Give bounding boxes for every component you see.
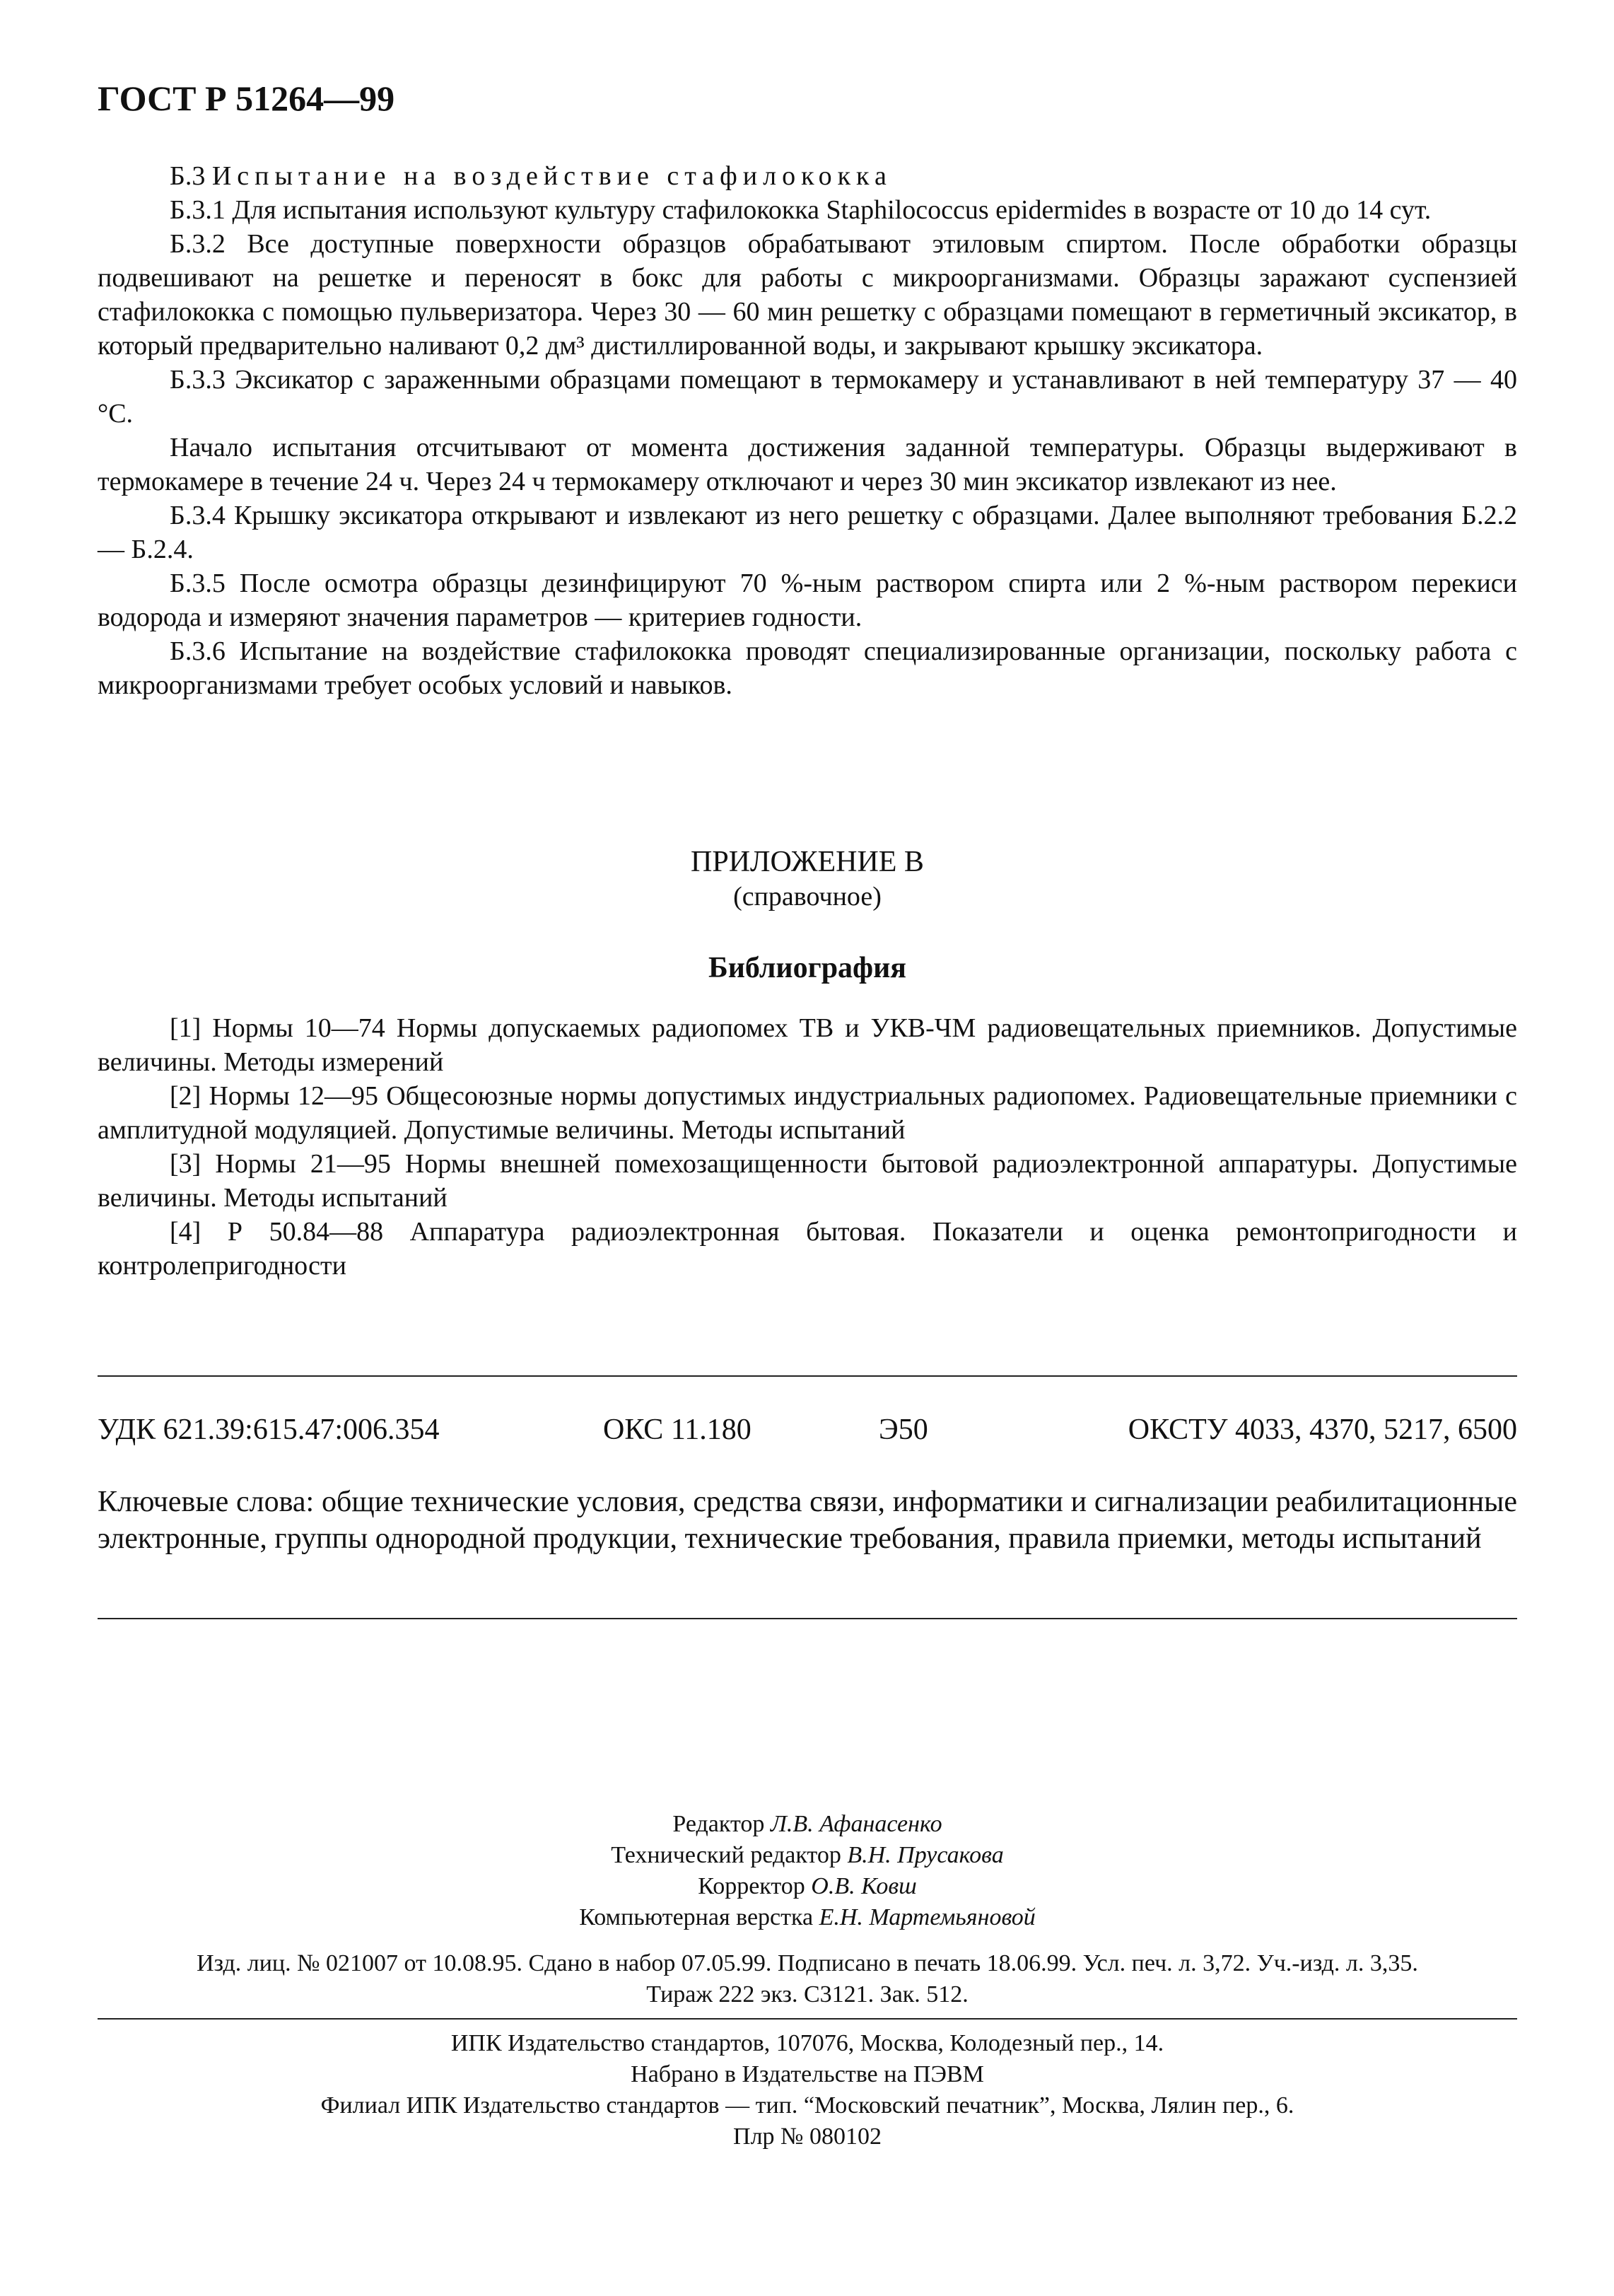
credit-corrector xyxy=(98,1871,1517,1902)
bibliography-heading: Библиография xyxy=(708,952,907,984)
imprint-line: Изд. лиц. № 021007 от 10.08.95. Сдано в набор 07.05.99. Подписано в печать 18.06.99. Усл. печ. л. 3,72. Уч.-изд. л. 3,35. xyxy=(197,1950,1418,1976)
publisher-line: Плр № 080102 xyxy=(733,2123,882,2150)
oks-code: ОКС 11.180 xyxy=(603,1414,752,1446)
paragraph-b3-1: Б.3.1 Для испытания используют культуру стафилококка Staphilococcus epidermides в возрасте от 10 до 14 сут. xyxy=(170,195,1432,225)
bibliography-item: [4] Р 50.84—88 Аппаратура радиоэлектронная бытовая. Показатели и оценка ремонтопригодности и контролепригодности xyxy=(98,1217,1517,1281)
bibliography-item: [3] Нормы 21—95 Нормы внешней помехозащищенности бытовой радиоэлектронной аппаратуры. Допустимые величины. Методы испытаний xyxy=(98,1149,1517,1213)
keywords: Ключевые слова: общие технические условия, средства связи, информатики и сигнализации реабилитационные электронные, группы однородной продукции, технические требования, правила приемки, методы испытаний xyxy=(98,1486,1517,1555)
credit-name: О.В. Ковш xyxy=(811,1873,917,1899)
bibliography-item: [1] Нормы 10—74 Нормы допускаемых радиопомех ТВ и УКВ-ЧМ радиовещательных приемников. Допустимые величины. Методы измерений xyxy=(98,1013,1517,1077)
section-b3-heading: Испытание на воздействие стафилококка xyxy=(211,161,892,191)
appendix-subtitle: (справочное) xyxy=(733,882,882,911)
publisher-line: Филиал ИПК Издательство стандартов — тип. “Московский печатник”, Москва, Лялин пер., 6. xyxy=(320,2092,1294,2119)
udk-code: УДК 621.39:615.47:006.354 xyxy=(98,1414,440,1446)
divider xyxy=(98,1375,1517,1377)
divider xyxy=(98,1618,1517,1619)
paragraph-b3-5: Б.3.5 После осмотра образцы дезинфицируют 70 %-ным раствором спирта или 2 %-ным раствором перекиси водорода и измеряют значения параметров — критериев годности. xyxy=(98,569,1517,632)
classification-row xyxy=(98,1413,1517,1448)
okstu-code: ОКСТУ 4033, 4370, 5217, 6500 xyxy=(1128,1414,1517,1446)
credit-layout xyxy=(98,1902,1517,1933)
paragraph-b3-4: Б.3.4 Крышку эксикатора открывают и извлекают из него решетку с образцами. Далее выполняют требования Б.2.2 — Б.2.4. xyxy=(98,501,1517,564)
paragraph-b3-3: Б.3.3 Эксикатор с зараженными образцами помещают в термокамеру и устанавливают в ней температуру 37 — 40 °С. xyxy=(98,365,1517,429)
publisher-line: Набрано в Издательстве на ПЭВМ xyxy=(631,2061,984,2087)
imprint-line: Тираж 222 экз. С3121. Зак. 512. xyxy=(646,1981,969,2007)
appendix-title: ПРИЛОЖЕНИЕ В xyxy=(691,846,924,878)
credit-role: Редактор xyxy=(672,1811,765,1837)
section-b3-title xyxy=(98,159,1517,193)
paragraph-b3-3-cont: Начало испытания отсчитывают от момента достижения заданной температуры. Образцы выдерживают в термокамере в течение 24 ч. Через 24 ч термокамеру отключают и через 30 мин эксикатор извлекают из нее. xyxy=(98,433,1517,496)
credit-tech-editor xyxy=(98,1840,1517,1871)
credit-role: Компьютерная верстка xyxy=(579,1904,814,1930)
publisher-block xyxy=(98,2028,1517,2152)
bibliography-item: [2] Нормы 12—95 Общесоюзные нормы допустимых индустриальных радиопомех. Радиовещательные приемники с амплитудной модуляцией. Допустимые величины. Методы испытаний xyxy=(98,1081,1517,1145)
divider xyxy=(98,2018,1517,2020)
imprint-block xyxy=(98,1948,1517,2010)
credits-block xyxy=(98,1809,1517,1933)
e-code: Э50 xyxy=(879,1414,928,1446)
credit-name: Е.Н. Мартемьяновой xyxy=(819,1904,1036,1930)
credit-name: В.Н. Прусакова xyxy=(847,1842,1004,1868)
document-header: ГОСТ Р 51264—99 xyxy=(98,78,395,118)
bibliography-list xyxy=(98,1011,1517,1283)
credit-name: Л.В. Афанасенко xyxy=(770,1811,942,1837)
credit-role: Технический редактор xyxy=(611,1842,841,1868)
section-b3-number: Б.3 xyxy=(170,161,206,191)
paragraph-b3-6: Б.3.6 Испытание на воздействие стафилококка проводят специализированные организации, поскольку работа с микроорганизмами требует особых условий и навыков. xyxy=(98,636,1517,700)
paragraph-b3-2: Б.3.2 Все доступные поверхности образцов обрабатывают этиловым спиртом. После обработки образцы подвешивают на решетке и переносят в бокс для работы с микроорганизмами. Образцы заражают суспензией стафилококка с помощью пульверизатора. Через 30 — 60 мин решетку с образцами помещают в герметичный эксикатор, в который предварительно наливают 0,2 дм³ дистиллированной воды, и закрывают крышку эксикатора. xyxy=(98,229,1517,361)
publisher-line: ИПК Издательство стандартов, 107076, Москва, Колодезный пер., 14. xyxy=(450,2030,1164,2056)
section-b3 xyxy=(98,159,1517,702)
credit-editor xyxy=(98,1809,1517,1840)
credit-role: Корректор xyxy=(698,1873,805,1899)
